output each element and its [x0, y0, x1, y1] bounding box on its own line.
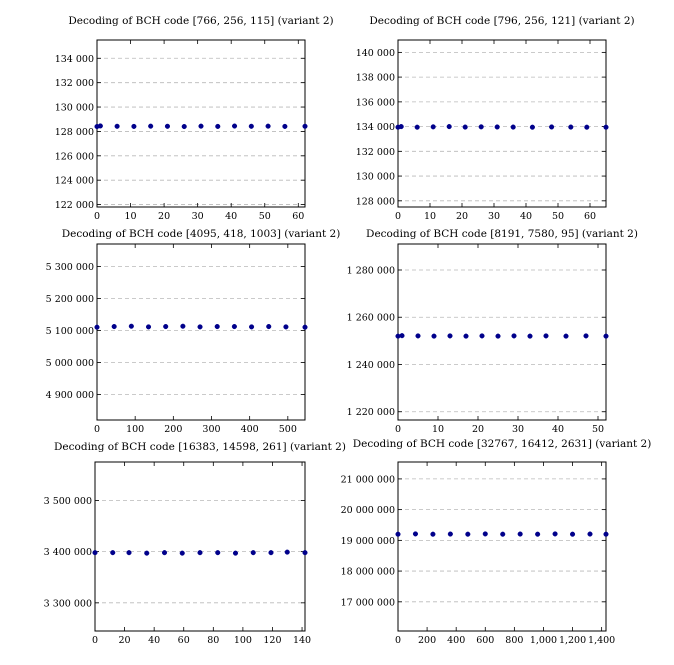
- data-point: [604, 125, 609, 130]
- y-tick-label: 19 000 000: [340, 535, 395, 547]
- data-point: [303, 325, 308, 330]
- data-point: [483, 532, 488, 537]
- chart-title: Decoding of BCH code [16383, 14598, 261] (variant 2): [54, 441, 346, 453]
- data-point: [528, 334, 533, 339]
- data-point: [232, 324, 237, 329]
- chart-title: Decoding of BCH code [8191, 7580, 95] (variant 2): [366, 228, 638, 240]
- x-tick-label: 60: [177, 635, 190, 646]
- data-point: [588, 532, 593, 537]
- x-tick-label: 100: [126, 424, 145, 435]
- y-tick-label: 3 500 000: [43, 495, 92, 507]
- data-point: [215, 124, 220, 129]
- x-tick-label: 50: [591, 424, 605, 435]
- data-point: [518, 532, 523, 537]
- chart-title: Decoding of BCH code [766, 256, 115] (variant 2): [68, 15, 334, 27]
- data-point: [303, 124, 308, 129]
- x-tick-label: 120: [263, 635, 282, 646]
- data-point: [199, 124, 204, 129]
- x-tick-label: 0: [394, 211, 402, 222]
- x-tick-label: 0: [93, 424, 101, 435]
- x-tick-label: 30: [511, 424, 525, 435]
- x-tick-label: 400: [447, 635, 466, 646]
- x-tick-label: 140: [292, 635, 312, 646]
- data-point: [110, 550, 115, 555]
- data-point: [570, 532, 575, 537]
- data-point: [95, 325, 100, 330]
- data-point: [564, 334, 569, 339]
- y-tick-label: 1 260 000: [346, 312, 395, 324]
- y-tick-label: 134 000: [355, 122, 395, 134]
- x-tick-label: 200: [418, 635, 437, 646]
- data-point: [232, 124, 237, 129]
- data-point: [432, 334, 437, 339]
- x-tick-label: 500: [278, 424, 297, 435]
- x-tick-label: 0: [91, 635, 99, 646]
- data-point: [535, 532, 540, 537]
- y-tick-label: 126 000: [54, 151, 94, 163]
- data-point: [569, 125, 574, 130]
- y-tick-label: 18 000 000: [340, 566, 395, 578]
- x-tick-label: 1,000: [529, 635, 558, 646]
- data-point: [132, 124, 137, 129]
- y-tick-label: 138 000: [355, 72, 395, 84]
- data-point: [251, 550, 256, 555]
- x-tick-label: 200: [164, 424, 183, 435]
- x-tick-label: 10: [431, 424, 445, 435]
- chart-title: Decoding of BCH code [4095, 418, 1003] (variant 2): [61, 228, 341, 240]
- chart-title: Decoding of BCH code [796, 256, 121] (variant 2): [369, 15, 635, 27]
- x-tick-label: 400: [240, 424, 259, 435]
- data-point: [112, 324, 117, 329]
- y-tick-label: 1 280 000: [346, 265, 395, 277]
- data-point: [500, 532, 505, 537]
- data-point: [198, 550, 203, 555]
- data-point: [148, 124, 153, 129]
- data-point: [466, 532, 471, 537]
- data-point: [144, 551, 149, 556]
- x-tick-label: 40: [148, 635, 161, 646]
- chart-2: [356, 15, 635, 222]
- plot-frame: [95, 462, 305, 631]
- y-tick-label: 122 000: [54, 200, 94, 212]
- data-point: [283, 124, 288, 129]
- data-point: [448, 532, 453, 537]
- y-tick-label: 3 400 000: [43, 547, 92, 559]
- chart-1: [55, 15, 334, 222]
- data-point: [549, 125, 554, 130]
- data-point: [495, 125, 500, 130]
- y-tick-label: 130 000: [54, 102, 94, 114]
- x-tick-label: 0: [394, 424, 402, 435]
- y-tick-label: 4 900 000: [45, 389, 94, 401]
- data-point: [584, 334, 589, 339]
- x-tick-label: 30: [191, 211, 204, 222]
- x-tick-label: 600: [476, 635, 495, 646]
- data-point: [215, 550, 220, 555]
- data-point: [146, 325, 151, 330]
- chart-title: Decoding of BCH code [32767, 16412, 2631] (variant 2): [352, 438, 652, 450]
- data-point: [448, 334, 453, 339]
- data-point: [604, 334, 609, 339]
- x-tick-label: 10: [423, 211, 437, 222]
- data-point: [496, 334, 501, 339]
- x-tick-label: 0: [394, 635, 402, 646]
- x-tick-label: 800: [505, 635, 524, 646]
- data-point: [303, 550, 308, 555]
- data-point: [266, 124, 271, 129]
- x-tick-label: 30: [487, 211, 501, 222]
- y-tick-label: 128 000: [54, 126, 94, 138]
- data-point: [553, 532, 558, 537]
- data-point: [93, 550, 98, 555]
- chart-5: [44, 441, 346, 646]
- data-point: [215, 324, 220, 329]
- y-tick-label: 3 300 000: [43, 598, 92, 610]
- data-point: [285, 550, 290, 555]
- y-tick-label: 124 000: [54, 175, 94, 187]
- x-tick-label: 50: [551, 211, 565, 222]
- data-point: [479, 125, 484, 130]
- x-tick-label: 20: [471, 424, 485, 435]
- x-tick-label: 40: [225, 211, 238, 222]
- data-point: [180, 551, 185, 556]
- data-point: [127, 550, 132, 555]
- plot-frame: [398, 244, 606, 420]
- chart-6: [341, 438, 652, 646]
- plot-frame: [97, 244, 305, 420]
- x-tick-label: 50: [258, 211, 271, 222]
- data-point: [182, 124, 187, 129]
- y-tick-label: 140 000: [355, 47, 395, 59]
- data-point: [431, 532, 436, 537]
- plot-frame: [97, 40, 305, 207]
- data-point: [181, 324, 186, 329]
- y-tick-label: 128 000: [355, 196, 395, 208]
- data-point: [400, 333, 405, 338]
- data-point: [249, 124, 254, 129]
- chart-3: [46, 228, 341, 435]
- data-point: [396, 532, 401, 537]
- y-tick-label: 136 000: [355, 97, 395, 109]
- plot-frame: [398, 40, 606, 207]
- data-point: [530, 125, 535, 130]
- y-tick-label: 21 000 000: [340, 474, 395, 486]
- data-point: [129, 324, 134, 329]
- plot-frame: [398, 462, 606, 631]
- x-tick-label: 40: [551, 424, 565, 435]
- data-point: [604, 532, 609, 537]
- chart-4: [347, 228, 638, 435]
- y-tick-label: 134 000: [54, 53, 94, 65]
- data-point: [463, 125, 468, 130]
- x-tick-label: 10: [124, 211, 137, 222]
- x-tick-label: 40: [519, 211, 533, 222]
- y-tick-label: 20 000 000: [340, 505, 395, 517]
- data-point: [284, 325, 289, 330]
- data-point: [115, 124, 120, 129]
- data-point: [447, 124, 452, 129]
- x-tick-label: 1,400: [588, 635, 616, 646]
- x-tick-label: 0: [93, 211, 101, 222]
- x-tick-label: 80: [207, 635, 220, 646]
- y-tick-label: 5 000 000: [45, 357, 94, 369]
- x-tick-label: 1,200: [558, 635, 587, 646]
- y-tick-label: 132 000: [355, 146, 395, 158]
- data-point: [163, 324, 168, 329]
- x-tick-label: 300: [202, 424, 221, 435]
- data-point: [480, 334, 485, 339]
- x-tick-label: 20: [455, 211, 469, 222]
- data-point: [464, 334, 469, 339]
- data-point: [249, 325, 254, 330]
- x-tick-label: 20: [158, 211, 171, 222]
- data-point: [415, 125, 420, 130]
- y-tick-label: 17 000 000: [340, 597, 395, 609]
- x-tick-label: 60: [583, 211, 597, 222]
- y-tick-label: 5 100 000: [45, 325, 94, 337]
- data-point: [233, 551, 238, 556]
- data-point: [399, 124, 404, 129]
- y-tick-label: 5 200 000: [45, 293, 94, 305]
- data-point: [269, 550, 274, 555]
- y-tick-label: 132 000: [54, 78, 94, 90]
- data-point: [413, 532, 418, 537]
- y-tick-label: 130 000: [355, 171, 395, 183]
- data-point: [162, 550, 167, 555]
- x-tick-label: 60: [292, 211, 305, 222]
- data-point: [416, 334, 421, 339]
- y-tick-label: 5 300 000: [45, 261, 94, 273]
- data-point: [544, 334, 549, 339]
- data-point: [512, 334, 517, 339]
- data-point: [266, 324, 271, 329]
- data-point: [198, 325, 203, 330]
- x-tick-label: 100: [233, 635, 252, 646]
- data-point: [165, 124, 170, 129]
- data-point: [431, 125, 436, 130]
- data-point: [98, 124, 103, 129]
- data-point: [511, 125, 516, 130]
- y-tick-label: 1 240 000: [346, 359, 395, 371]
- x-tick-label: 20: [118, 635, 131, 646]
- y-tick-label: 1 220 000: [346, 407, 395, 419]
- data-point: [585, 125, 590, 130]
